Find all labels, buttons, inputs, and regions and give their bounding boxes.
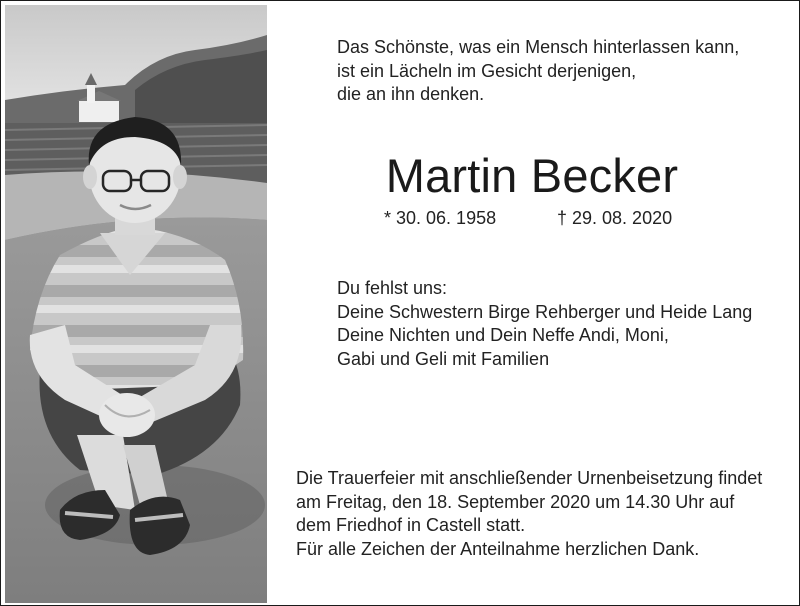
mourners-line: Gabi und Geli mit Familien xyxy=(337,348,550,369)
funeral-service-info xyxy=(296,467,762,561)
quote-line: die an ihn denken. xyxy=(337,84,485,104)
mourners-line: Du fehlst uns: xyxy=(337,278,448,298)
service-line: Für alle Zeichen der Anteilnahme herzlichen Dank. xyxy=(296,538,700,559)
service-line: dem Friedhof in Castell statt. xyxy=(296,515,526,535)
mourners-line: Deine Nichten und Dein Neffe Andi, Moni, xyxy=(337,325,669,345)
service-line: am Freitag, den 18. September 2020 um 14.30 Uhr auf xyxy=(296,491,735,512)
quote-line: ist ein Lächeln im Gesicht derjenigen, xyxy=(337,60,637,81)
birth-date: * 30. 06. 1958 xyxy=(384,208,497,228)
portrait-photo xyxy=(5,5,267,603)
death-date: † 29. 08. 2020 xyxy=(557,208,673,228)
quote xyxy=(337,36,739,107)
deceased-name: Martin Becker xyxy=(385,149,679,202)
quote-line: Das Schönste, was ein Mensch hinterlassen kann, xyxy=(337,37,740,57)
mourners-line: Deine Schwestern Birge Rehberger und Heide Lang xyxy=(337,301,753,322)
service-line: Die Trauerfeier mit anschließender Urnenbeisetzung findet xyxy=(296,468,763,488)
mourners-list xyxy=(337,277,752,371)
